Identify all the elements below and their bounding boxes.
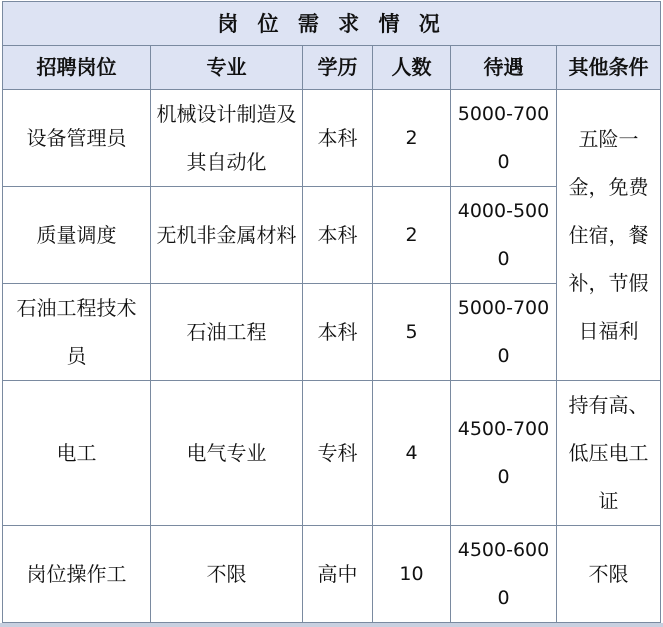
header-major: 专业 <box>151 46 303 90</box>
cell-other: 不限 <box>557 526 661 623</box>
cell-major: 无机非金属材料 <box>151 187 303 284</box>
table-row <box>3 381 661 526</box>
cell-position: 石油工程技术员 <box>3 284 151 381</box>
cell-count: 4 <box>373 381 451 526</box>
cell-position: 电工 <box>3 381 151 526</box>
table-title-row <box>3 2 661 46</box>
cell-salary: 4000-5000 <box>451 187 557 284</box>
table-row <box>3 90 661 187</box>
header-other: 其他条件 <box>557 46 661 90</box>
cell-count: 5 <box>373 284 451 381</box>
header-salary: 待遇 <box>451 46 557 90</box>
cell-major: 不限 <box>151 526 303 623</box>
cell-count: 2 <box>373 187 451 284</box>
cell-count: 2 <box>373 90 451 187</box>
recruitment-table <box>2 1 661 623</box>
cell-education: 本科 <box>303 90 373 187</box>
cell-education: 本科 <box>303 187 373 284</box>
cell-salary: 4500-7000 <box>451 381 557 526</box>
header-count: 人数 <box>373 46 451 90</box>
table-row <box>3 526 661 623</box>
cell-position: 岗位操作工 <box>3 526 151 623</box>
cell-major: 石油工程 <box>151 284 303 381</box>
cell-education: 专科 <box>303 381 373 526</box>
bottom-divider <box>0 623 663 627</box>
cell-education: 高中 <box>303 526 373 623</box>
cell-other: 持有高、低压电工证 <box>557 381 661 526</box>
cell-count: 10 <box>373 526 451 623</box>
cell-other-shared: 五险一金，免费住宿，餐补，节假日福利 <box>557 90 661 381</box>
cell-salary: 5000-7000 <box>451 90 557 187</box>
cell-major: 电气专业 <box>151 381 303 526</box>
cell-major: 机械设计制造及其自动化 <box>151 90 303 187</box>
cell-education: 本科 <box>303 284 373 381</box>
table-title: 岗 位 需 求 情 况 <box>3 2 661 46</box>
cell-position: 质量调度 <box>3 187 151 284</box>
header-education: 学历 <box>303 46 373 90</box>
table-header-row <box>3 46 661 90</box>
cell-salary: 4500-6000 <box>451 526 557 623</box>
cell-position: 设备管理员 <box>3 90 151 187</box>
cell-salary: 5000-7000 <box>451 284 557 381</box>
header-position: 招聘岗位 <box>3 46 151 90</box>
